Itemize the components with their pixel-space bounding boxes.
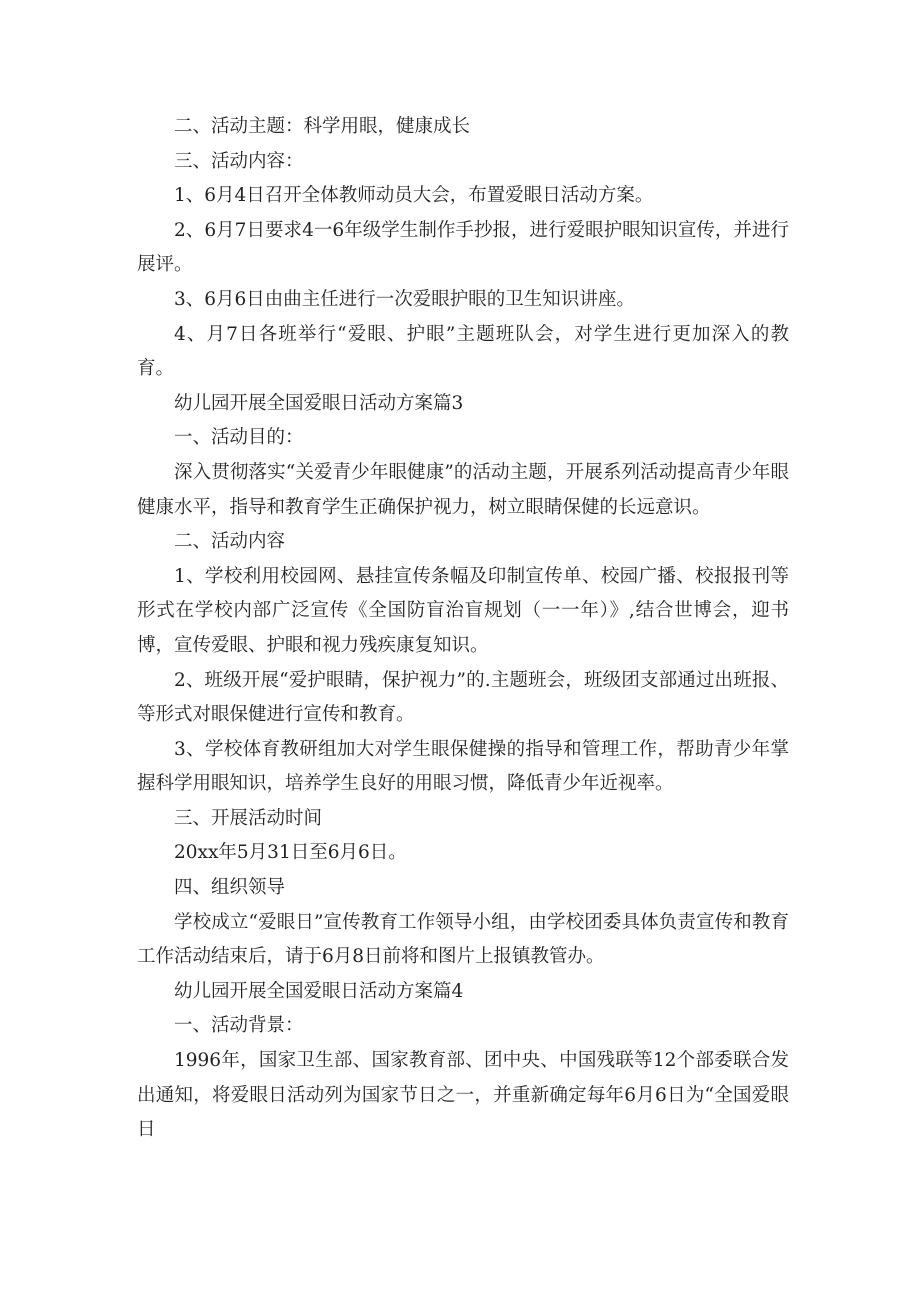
paragraph-item-2: 2、6月7日要求4一6年级学生制作手抄报，进行爱眼护眼知识宣传，并进行展评。 — [137, 219, 789, 276]
paragraph-background-heading: 一、活动背景： — [174, 1015, 304, 1037]
paragraph-content-item-1: 1、学校利用校园网、悬挂宣传条幅及印制宣传单、校园广播、校报报刊等形式在学校内部广泛宣传《全国防盲治盲规划（一一年）》,结合世博会，迎书博，宣传爱眼、护眼和视力残疾康复知识。 — [137, 565, 789, 656]
paragraph-purpose-heading: 一、活动目的： — [174, 427, 304, 449]
paragraph-time-text: 20xx年5月31日至6月6日。 — [174, 842, 407, 864]
paragraph-time-heading: 三、开展活动时间 — [174, 807, 323, 829]
paragraph-item-4: 4、月7日各班举行“爱眼、护眼”主题班队会，对学生进行更加深入的教育。 — [137, 323, 789, 380]
paragraph-purpose-text: 深入贯彻落实“关爱青少年眼健康”的活动主题，开展系列活动提高青少年眼健康水平，指导和教育学生正确保护视力，树立眼睛保健的长远意识。 — [137, 461, 789, 518]
paragraph-content-heading-2: 二、活动内容 — [174, 531, 286, 553]
paragraph-item-1: 1、6月4日召开全体教师动员大会，布置爱眼日活动方案。 — [174, 185, 654, 207]
document-body — [137, 110, 789, 1148]
paragraph-content-item-3: 3、学校体育教研组加大对学生眼保健操的指导和管理工作，帮助青少年掌握科学用眼知识，培养学生良好的用眼习惯，降低青少年近视率。 — [137, 738, 789, 795]
paragraph-background-text: 1996年，国家卫生部、国家教育部、团中央、中国残联等12个部委联合发出通知，将爱眼日活动列为国家节日之一，并重新确定每年6月6日为“全国爱眼日 — [137, 1050, 789, 1141]
paragraph-leadership-text: 学校成立“爱眼日”宣传教育工作领导小组，由学校团委具体负责宣传和教育工作活动结束后，请于6月8日前将和图片上报镇教管办。 — [137, 911, 789, 968]
section-title-plan-3: 幼儿园开展全国爱眼日活动方案篇3 — [174, 392, 464, 414]
paragraph-content-heading: 三、活动内容： — [174, 150, 304, 172]
section-title-plan-4: 幼儿园开展全国爱眼日活动方案篇4 — [174, 980, 464, 1002]
paragraph-leadership-heading: 四、组织领导 — [174, 877, 286, 899]
paragraph-item-3: 3、6月6日由曲主任进行一次爱眼护眼的卫生知识讲座。 — [174, 288, 635, 310]
paragraph-theme: 二、活动主题：科学用眼，健康成长 — [174, 116, 471, 137]
paragraph-content-item-2: 2、班级开展“爱护眼睛，保护视力”的.主题班会，班级团支部通过出班报、等形式对眼保健进行宣传和教育。 — [137, 669, 789, 726]
